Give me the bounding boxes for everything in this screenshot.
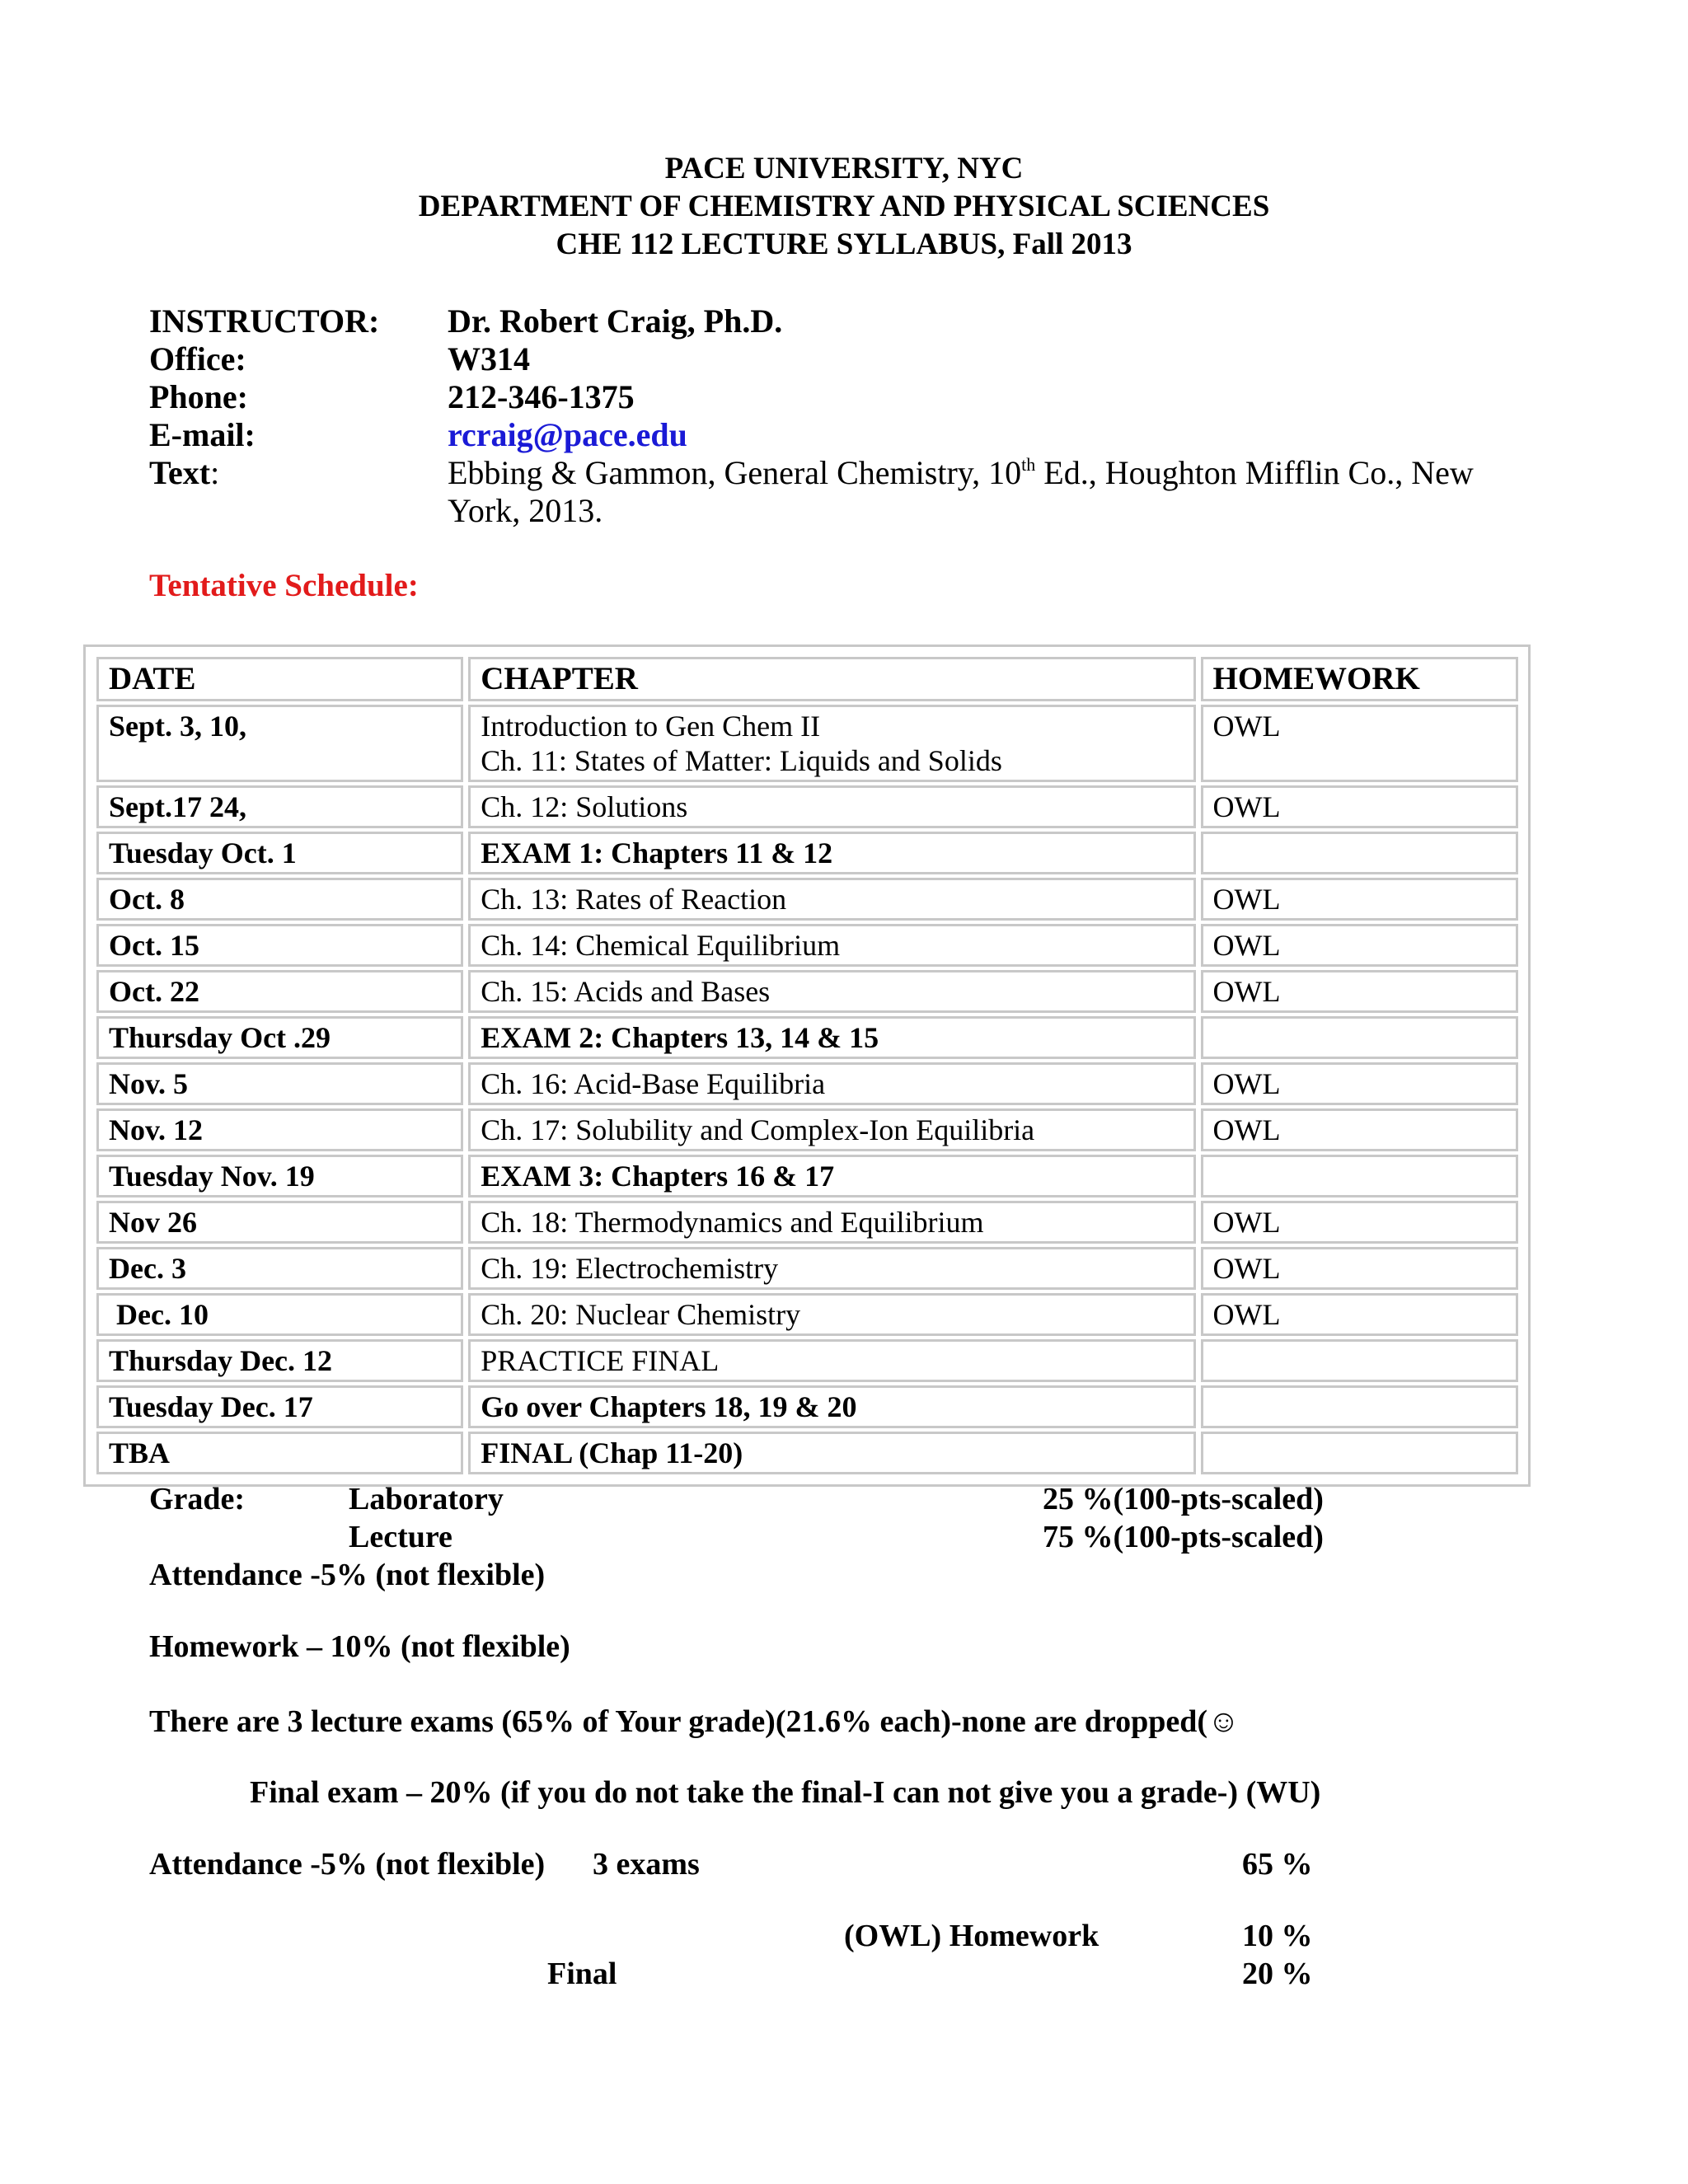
homework-cell	[1201, 1385, 1518, 1428]
chapter-cell: EXAM 2: Chapters 13, 14 & 15	[468, 1016, 1195, 1059]
date-cell: Oct. 8	[96, 878, 463, 921]
textbook-value-line2: York, 2013.	[448, 492, 603, 529]
chapter-cell: Ch. 20: Nuclear Chemistry	[468, 1293, 1195, 1336]
chapter-cell: Go over Chapters 18, 19 & 20	[468, 1385, 1195, 1428]
homework-cell: OWL	[1201, 1062, 1518, 1105]
schedule-title: Tentative Schedule:	[149, 568, 419, 603]
email-link[interactable]: rcraig@pace.edu	[448, 416, 687, 453]
chapter-line-2: Ch. 11: States of Matter: Liquids and Solids	[481, 744, 1002, 777]
date-cell: Tuesday Oct. 1	[96, 832, 463, 874]
textbook-pre: Ebbing & Gammon, General Chemistry, 10	[448, 454, 1022, 491]
exams-line: There are 3 lecture exams (65% of Your grade)(21.6% each)-none are dropped(☺	[149, 1704, 1240, 1739]
schedule-table	[83, 644, 1531, 1487]
table-row	[94, 1291, 1521, 1338]
date-cell: Nov. 5	[96, 1062, 463, 1105]
chapter-cell: EXAM 1: Chapters 11 & 12	[468, 832, 1195, 874]
chapter-cell: Ch. 15: Acids and Bases	[468, 970, 1195, 1013]
homework-cell	[1201, 1432, 1518, 1474]
date-cell: Sept.17 24,	[96, 785, 463, 828]
table-row	[94, 922, 1521, 968]
homework-cell	[1201, 1339, 1518, 1382]
homework-cell	[1201, 1016, 1518, 1059]
homework-cell: OWL	[1201, 924, 1518, 967]
homework-cell: OWL	[1201, 1201, 1518, 1244]
text-label	[149, 454, 219, 492]
table-row	[94, 1338, 1521, 1384]
textbook-value	[448, 454, 1474, 492]
table-row	[94, 830, 1521, 876]
table-row	[94, 1107, 1521, 1153]
table-header-row	[94, 655, 1521, 703]
chapter-cell: Ch. 12: Solutions	[468, 785, 1195, 828]
table-row	[94, 876, 1521, 922]
homework-cell: OWL	[1201, 705, 1518, 782]
homework-line: Homework – 10% (not flexible)	[149, 1629, 570, 1664]
summary-homework-value: 10 %	[1242, 1919, 1313, 1953]
homework-cell: OWL	[1201, 878, 1518, 921]
table-row	[94, 1153, 1521, 1199]
summary-exams-value: 65 %	[1242, 1847, 1313, 1882]
textbook-post: Ed., Houghton Mifflin Co., New	[1035, 454, 1474, 491]
table-row	[94, 1199, 1521, 1245]
instructor-label: INSTRUCTOR:	[149, 302, 380, 340]
date-cell: Nov. 12	[96, 1108, 463, 1151]
phone-value: 212-346-1375	[448, 378, 635, 415]
table-row	[94, 1015, 1521, 1061]
homework-cell: OWL	[1201, 1247, 1518, 1290]
grade-label: Grade:	[149, 1482, 246, 1516]
homework-cell	[1201, 832, 1518, 874]
table-row	[94, 703, 1521, 784]
chapter-cell: Ch. 17: Solubility and Complex-Ion Equilibria	[468, 1108, 1195, 1151]
table-row	[94, 1061, 1521, 1107]
homework-cell: OWL	[1201, 970, 1518, 1013]
chapter-cell: EXAM 3: Chapters 16 & 17	[468, 1155, 1195, 1197]
summary-exams-label: 3 exams	[593, 1847, 700, 1882]
university-title: PACE UNIVERSITY, NYC	[664, 152, 1024, 185]
homework-cell: OWL	[1201, 785, 1518, 828]
office-value: W314	[448, 340, 530, 377]
date-cell: Thursday Oct .29	[96, 1016, 463, 1059]
chapter-cell: Ch. 16: Acid-Base Equilibria	[468, 1062, 1195, 1105]
header-date: DATE	[96, 657, 463, 701]
date-cell: TBA	[96, 1432, 463, 1474]
lecture-label: Lecture	[349, 1520, 452, 1554]
date-cell: Thursday Dec. 12	[96, 1339, 463, 1382]
homework-cell: OWL	[1201, 1108, 1518, 1151]
attendance-line: Attendance -5% (not flexible)	[149, 1558, 546, 1592]
text-label-word: Text	[149, 454, 211, 491]
date-cell: Oct. 15	[96, 924, 463, 967]
chapter-cell	[468, 705, 1195, 782]
header-homework: HOMEWORK	[1201, 657, 1518, 701]
chapter-cell: Ch. 18: Thermodynamics and Equilibrium	[468, 1201, 1195, 1244]
table-row	[94, 1430, 1521, 1476]
laboratory-label: Laboratory	[349, 1482, 504, 1516]
final-exam-line: Final exam – 20% (if you do not take the final-I can not give you a grade-) (WU)	[250, 1775, 1321, 1810]
phone-label: Phone:	[149, 378, 248, 415]
table-row	[94, 1384, 1521, 1430]
date-cell: Sept. 3, 10,	[96, 705, 463, 782]
homework-cell: OWL	[1201, 1293, 1518, 1336]
chapter-cell: Ch. 19: Electrochemistry	[468, 1247, 1195, 1290]
instructor-value: Dr. Robert Craig, Ph.D.	[448, 302, 783, 340]
text-label-colon: :	[210, 454, 220, 491]
date-cell: Tuesday Dec. 17	[96, 1385, 463, 1428]
summary-final-label: Final	[547, 1957, 617, 1991]
date-cell: Oct. 22	[96, 970, 463, 1013]
course-title: CHE 112 LECTURE SYLLABUS, Fall 2013	[556, 227, 1132, 261]
homework-cell	[1201, 1155, 1518, 1197]
table-row	[94, 784, 1521, 830]
date-cell: Dec. 10	[96, 1293, 463, 1336]
date-cell: Tuesday Nov. 19	[96, 1155, 463, 1197]
office-label: Office:	[149, 340, 246, 377]
lecture-value: 75 %(100-pts-scaled)	[1043, 1520, 1324, 1554]
textbook-sup: th	[1021, 454, 1036, 475]
summary-final-value: 20 %	[1242, 1957, 1313, 1991]
date-cell: Dec. 3	[96, 1247, 463, 1290]
table-row	[94, 968, 1521, 1015]
chapter-cell: FINAL (Chap 11-20)	[468, 1432, 1195, 1474]
chapter-line: Introduction to Gen Chem II	[481, 710, 821, 743]
date-cell: Nov 26	[96, 1201, 463, 1244]
table-row	[94, 1245, 1521, 1291]
chapter-cell: PRACTICE FINAL	[468, 1339, 1195, 1382]
header-chapter: CHAPTER	[468, 657, 1195, 701]
summary-attendance: Attendance -5% (not flexible)	[149, 1847, 546, 1882]
email-label: E-mail:	[149, 416, 256, 453]
laboratory-value: 25 %(100-pts-scaled)	[1043, 1482, 1324, 1516]
chapter-cell: Ch. 13: Rates of Reaction	[468, 878, 1195, 921]
department-title: DEPARTMENT OF CHEMISTRY AND PHYSICAL SCIENCES	[418, 190, 1270, 223]
summary-homework-label: (OWL) Homework	[844, 1919, 1100, 1953]
chapter-cell: Ch. 14: Chemical Equilibrium	[468, 924, 1195, 967]
